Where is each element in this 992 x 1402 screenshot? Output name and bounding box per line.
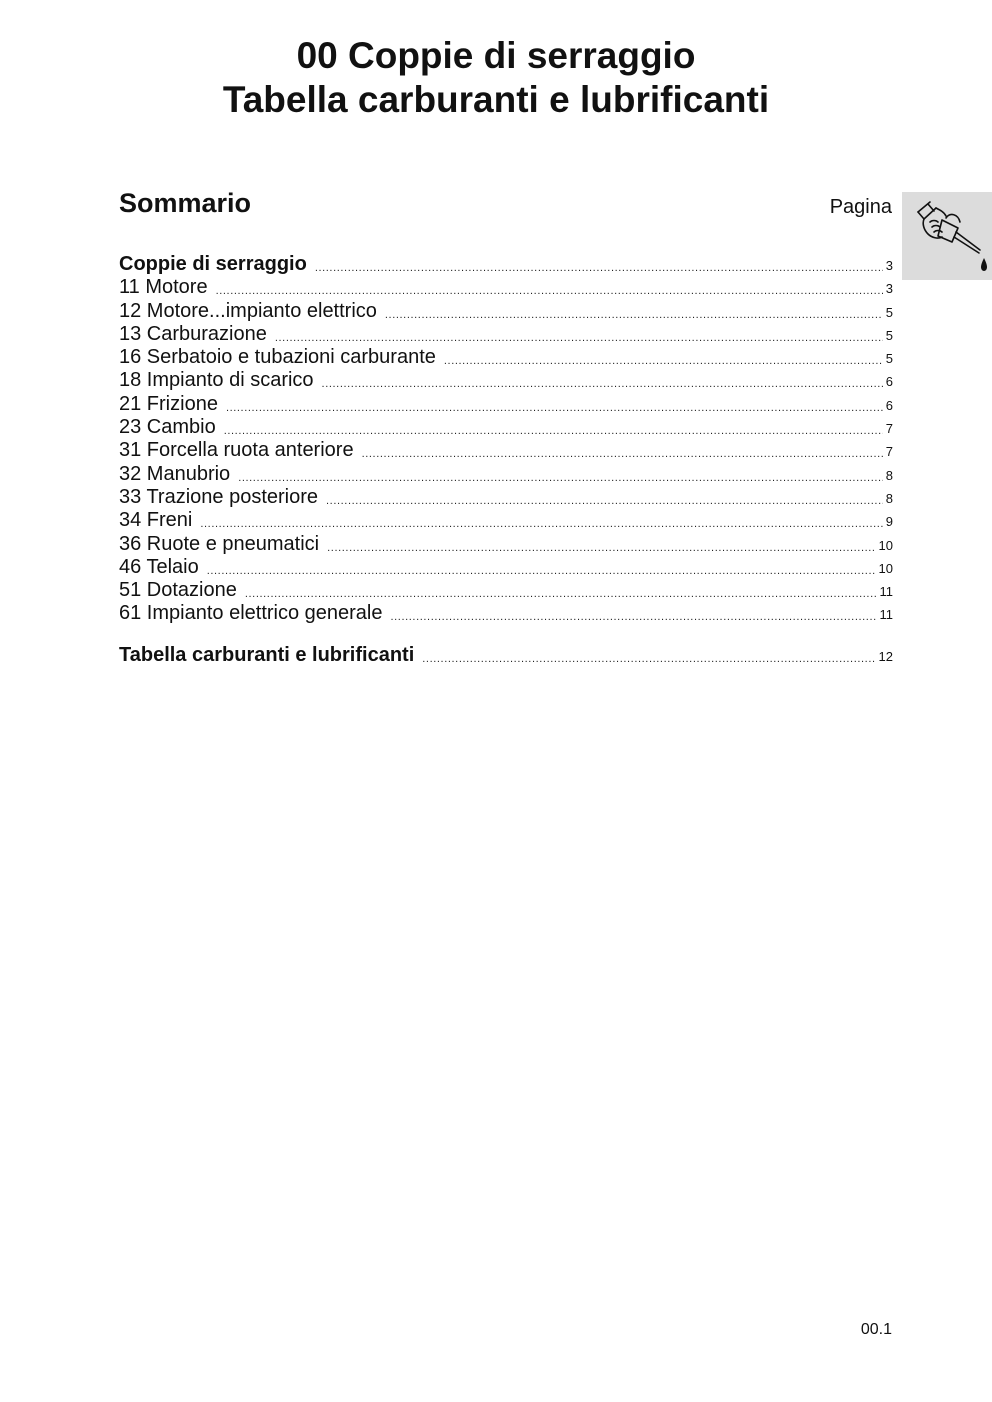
toc-entry-label: 23 Cambio [119, 416, 216, 439]
toc-entry-page: 7 [885, 444, 893, 460]
toc-entry-page: 12 [878, 648, 893, 664]
toc-entry-label: Tabella carburanti e lubrificanti [119, 643, 415, 666]
toc-entry [119, 463, 893, 486]
toc-leader-dots [226, 402, 883, 414]
toc-entry [119, 300, 893, 323]
toc-entry-page: 6 [885, 397, 893, 413]
page-column-label: Pagina [829, 196, 892, 218]
toc-entry-label: 34 Freni [119, 509, 193, 532]
toc-entry-label: 11 Motore [119, 276, 208, 299]
toc-leader-dots [245, 588, 877, 600]
toc-entry-label: 36 Ruote e pneumatici [119, 532, 320, 555]
toc-entry-page: 5 [885, 327, 893, 343]
title-line-2: Tabella carburanti e lubrificanti [222, 79, 770, 120]
toc-entry [119, 439, 893, 462]
toc-entry-page: 9 [885, 514, 893, 530]
toc-leader-dots [216, 285, 883, 297]
toc-entry [119, 602, 893, 625]
oil-can-hand-icon [902, 192, 992, 280]
toc-entry-label: 32 Manubrio [119, 462, 231, 485]
toc-leader-dots [315, 262, 883, 274]
oil-drop-icon [981, 258, 987, 271]
toc-entry-page: 6 [885, 374, 893, 390]
toc-entry [119, 276, 893, 299]
toc-entry-label: 18 Impianto di scarico [119, 369, 314, 392]
toc-entry-page: 10 [878, 537, 893, 553]
toc-leader-dots [275, 332, 883, 344]
toc-entry [119, 509, 893, 532]
toc-entry-label: 12 Motore...impianto elettrico [119, 299, 377, 322]
toc-leader-dots [422, 653, 875, 665]
table-of-contents [119, 253, 893, 667]
toc-leader-dots [391, 611, 877, 623]
toc-entry-page: 3 [885, 258, 893, 273]
toc-leader-dots [224, 425, 883, 437]
toc-entry [119, 556, 893, 579]
toc-leader-dots [322, 378, 883, 390]
section-tab-marker [902, 192, 992, 280]
toc-entry-page: 8 [885, 467, 893, 483]
toc-entry [119, 369, 893, 392]
toc-entry [119, 253, 893, 276]
toc-entry-page: 5 [885, 351, 893, 367]
toc-leader-dots [326, 495, 883, 507]
toc-entry [119, 486, 893, 509]
toc-entry [119, 644, 893, 667]
toc-entry-page: 8 [885, 490, 893, 506]
toc-entry-label: Coppie di serraggio [119, 253, 307, 275]
toc-entry-label: 61 Impianto elettrico generale [119, 602, 383, 625]
toc-entry [119, 323, 893, 346]
toc-entry-label: 51 Dotazione [119, 579, 237, 602]
toc-entry-label: 31 Forcella ruota anteriore [119, 439, 354, 462]
document-title [0, 34, 992, 122]
toc-leader-dots [385, 309, 883, 321]
summary-heading: Sommario [119, 188, 252, 218]
toc-leader-dots [327, 542, 875, 554]
toc-entry-label: 13 Carburazione [119, 322, 267, 345]
toc-entry [119, 416, 893, 439]
toc-entry [119, 533, 893, 556]
title-line-1: 00 Coppie di serraggio [296, 35, 696, 76]
toc-entry [119, 393, 893, 416]
toc-entry-page: 10 [878, 560, 893, 576]
toc-leader-dots [362, 448, 883, 460]
toc-entry-page: 11 [879, 584, 893, 600]
toc-leader-dots [238, 472, 883, 484]
toc-entry-page: 3 [885, 281, 893, 297]
toc-entry-label: 21 Frizione [119, 392, 218, 415]
toc-entry-label: 46 Telaio [119, 555, 199, 578]
page-number: 00.1 [860, 1321, 892, 1338]
toc-leader-dots [200, 518, 882, 530]
toc-entry-label: 33 Trazione posteriore [119, 485, 319, 508]
toc-entry-page: 7 [885, 421, 893, 437]
toc-entry-page: 11 [879, 607, 893, 623]
toc-entry-label: 16 Serbatoio e tubazioni carburante [119, 346, 436, 369]
toc-entry [119, 346, 893, 369]
toc-leader-dots [444, 355, 883, 367]
toc-leader-dots [207, 565, 876, 577]
toc-entry-page: 5 [885, 304, 893, 320]
toc-entry [119, 579, 893, 602]
